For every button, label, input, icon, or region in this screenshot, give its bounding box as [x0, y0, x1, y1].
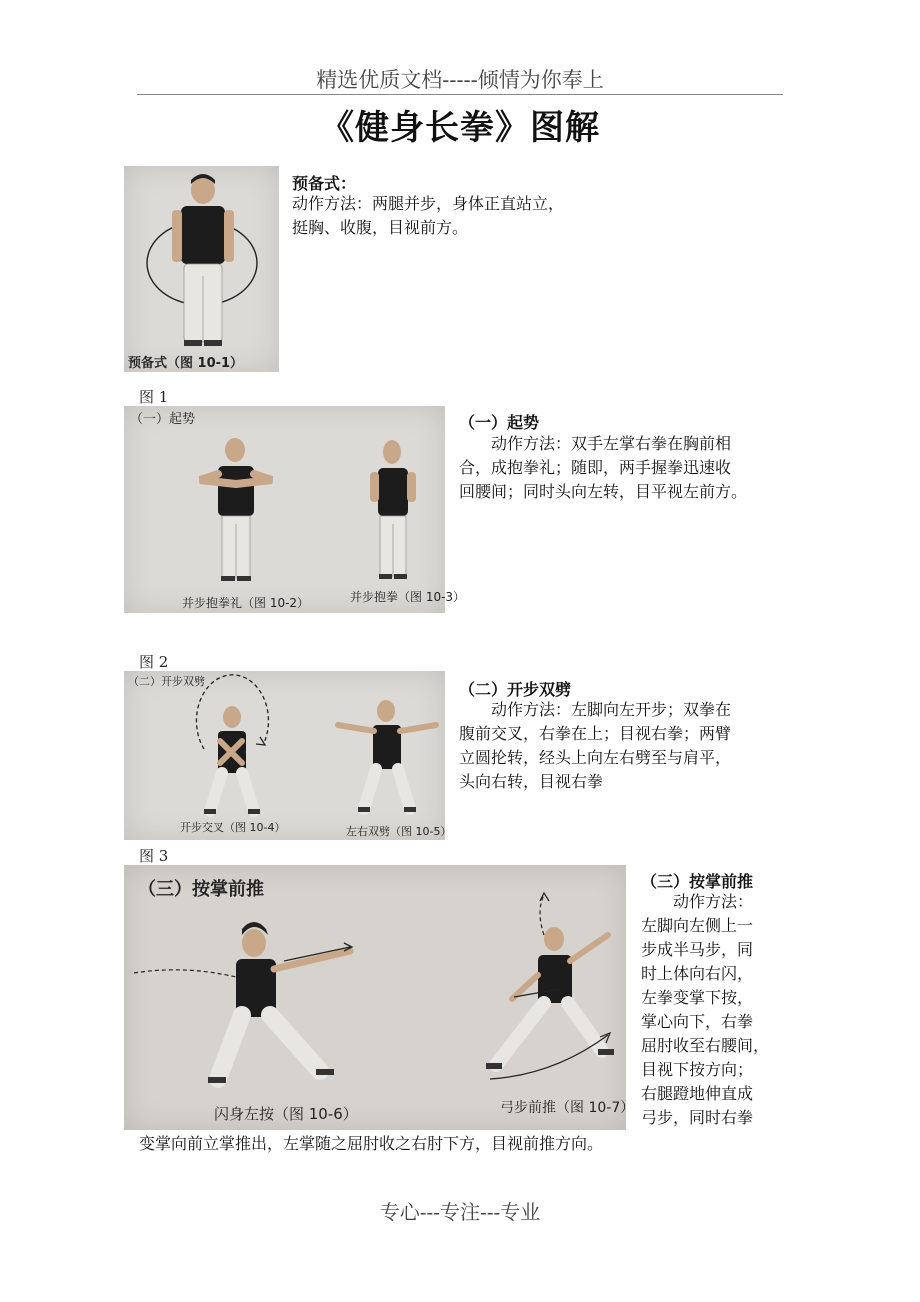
body-line: 步成半马步，同	[641, 940, 754, 959]
photo-heading: （二）开步双劈	[128, 675, 205, 688]
section-body-anzhang	[641, 890, 769, 1130]
page-title: 《健身长拳》图解	[320, 108, 600, 148]
figure-caption: 并步抱拳礼（图 10-2）	[182, 596, 310, 610]
body-line: 动作方法：两腿并步，身体正直站立，	[292, 194, 565, 213]
figure-caption: 预备式（图 10-1）	[128, 356, 244, 371]
body-line: 目视下按方向；	[641, 1060, 754, 1079]
body-line: 时上体向右闪，	[641, 964, 754, 983]
section-title-kaibu: （二）开步双劈	[459, 680, 572, 699]
body-line: 动作方法：左脚向左开步；双拳在	[491, 700, 732, 719]
body-line: 立圆抡转，经头上向左右劈至与肩平，	[459, 748, 732, 767]
body-line: 左拳变掌下按，	[641, 988, 754, 1007]
header-divider	[137, 94, 783, 95]
body-line: 动作方法：双手左掌右拳在胸前相	[491, 434, 732, 453]
section-body-qishi	[459, 432, 747, 504]
document-header: 精选优质文档-----倾情为你奉上	[316, 68, 604, 92]
document-footer: 专心---专注---专业	[379, 1200, 541, 1224]
body-line: 右腿蹬地伸直成	[641, 1084, 754, 1103]
figure-caption: 弓步前推（图 10-7）	[500, 1100, 635, 1116]
body-line: 挺胸、收腹，目视前方。	[292, 218, 469, 237]
body-line: 回腰间；同时头向左转，目平视左前方。	[459, 482, 748, 501]
figure-10-6-7-photo	[124, 865, 635, 1130]
body-line: 屈肘收至右腰间，	[641, 1036, 770, 1055]
figure-10-1-photo	[124, 166, 279, 372]
body-line: 动作方法：	[673, 892, 754, 911]
figure-caption: 并步抱拳（图 10-3）	[350, 590, 466, 604]
photo-heading: （三）按掌前推	[138, 879, 264, 900]
section-body-prep	[292, 192, 564, 240]
body-line: 左脚向左侧上一	[641, 916, 754, 935]
figure-10-4-5-photo	[124, 671, 452, 840]
figure-caption: 左右双劈（图 10-5）	[346, 825, 452, 838]
figure-10-2-3-photo	[124, 406, 466, 613]
section-body-continuation: 变掌向前立掌推出，左掌随之屈肘收之右肘下方，目视前推方向。	[139, 1134, 604, 1153]
photo-heading: （一）起势	[130, 412, 196, 427]
figure-caption: 闪身左按（图 10-6）	[214, 1105, 358, 1123]
body-line: 弓步，同时右拳	[641, 1108, 754, 1127]
section-title-prep: 预备式：	[292, 174, 357, 193]
figure-caption: 开步交叉（图 10-4）	[180, 821, 286, 834]
body-line: 腹前交叉，右拳在上；目视右拳；两臂	[459, 724, 732, 743]
figure-label-2: 图 2	[139, 653, 169, 671]
figure-label-3: 图 3	[139, 847, 169, 865]
section-body-kaibu	[459, 698, 731, 794]
body-line: 合，成抱拳礼；随即，两手握拳迅速收	[459, 458, 732, 477]
body-line: 头向右转，目视右拳	[459, 772, 604, 791]
section-title-anzhang: （三）按掌前推	[641, 872, 754, 891]
body-line: 掌心向下，右拳	[641, 1012, 754, 1031]
section-title-qishi: （一）起势	[459, 413, 540, 432]
figure-label-1: 图 1	[139, 388, 169, 406]
